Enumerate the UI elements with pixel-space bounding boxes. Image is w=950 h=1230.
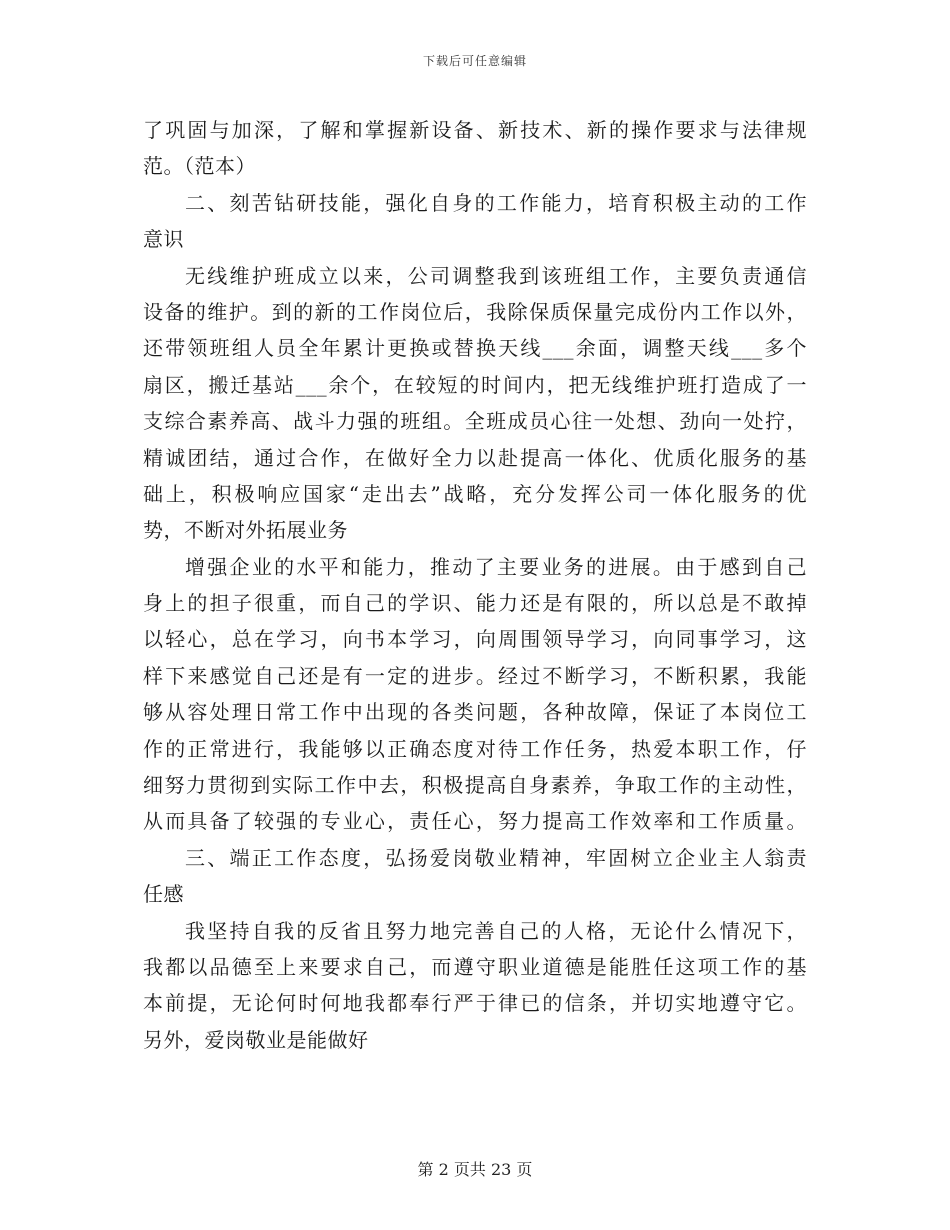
text-line: 作的正常进行，我能够以正确态度对待工作任务，热爱本职工作，仔	[143, 736, 807, 761]
text-line: 增强企业的水平和能力，推动了主要业务的进展。由于感到自己	[185, 554, 807, 579]
text-line: 另外，爱岗敬业是能做好	[143, 1027, 369, 1052]
text-line: 范。（范本）	[143, 154, 256, 179]
text-line: 设备的维护。到的新的工作岗位后，我除保质保量完成份内工作以外，	[143, 299, 807, 324]
text-line: 无线维护班成立以来，公司调整我到该班组工作，主要负责通信	[185, 263, 807, 288]
text-line: 了巩固与加深，了解和掌握新设备、新技术、新的操作要求与法律规	[143, 118, 807, 142]
text-line: 势，不断对外拓展业务	[143, 518, 348, 543]
text-line: 身上的担子很重，而自己的学识、能力还是有限的，所以总是不敢掉	[143, 591, 807, 616]
text-line: 意识	[143, 227, 184, 252]
text-line: 我都以品德至上来要求自己，而遵守职业道德是能胜任这项工作的基	[143, 954, 807, 979]
text-line: 我坚持自我的反省且努力地完善自己的人格，无论什么情况下，	[185, 918, 807, 943]
text-line: 础上，积极响应国家“走出去”战略，充分发挥公司一体化服务的优	[143, 481, 807, 506]
text-line: 够从容处理日常工作中出现的各类问题，各种故障，保证了本岗位工	[143, 700, 807, 725]
text-line: 本前提，无论何时何地我都奉行严于律已的信条，并切实地遵守它。	[143, 991, 807, 1016]
text-line: 还带领班组人员全年累计更换或替换天线___余面，调整天线___多个	[143, 336, 807, 361]
text-line: 三、端正工作态度，弘扬爱岗敬业精神，牢固树立企业主人翁责	[185, 845, 807, 870]
text-line: 任感	[143, 882, 184, 907]
text-line: 支综合素养高、战斗力强的班组。全班成员心往一处想、劲向一处拧，	[143, 409, 807, 434]
text-line: 从而具备了较强的专业心，责任心，努力提高工作效率和工作质量。	[143, 809, 807, 834]
text-line: 细努力贯彻到实际工作中去，积极提高自身素养，争取工作的主动性，	[143, 773, 807, 798]
page-footer: 第 2 页共 23 页	[417, 1160, 533, 1179]
page-header: 下载后可任意编辑	[422, 54, 527, 68]
document-body	[143, 112, 807, 1058]
text-line: 扇区，搬迁基站___余个，在较短的时间内，把无线维护班打造成了一	[143, 372, 807, 397]
text-line: 二、刻苦钻研技能，强化自身的工作能力，培育积极主动的工作	[185, 190, 807, 215]
text-line: 以轻心，总在学习，向书本学习，向周围领导学习，向同事学习，这	[143, 627, 807, 652]
text-line: 样下来感觉自己还是有一定的进步。经过不断学习，不断积累，我能	[143, 663, 807, 688]
text-line: 精诚团结，通过合作，在做好全力以赴提高一体化、优质化服务的基	[143, 445, 807, 470]
